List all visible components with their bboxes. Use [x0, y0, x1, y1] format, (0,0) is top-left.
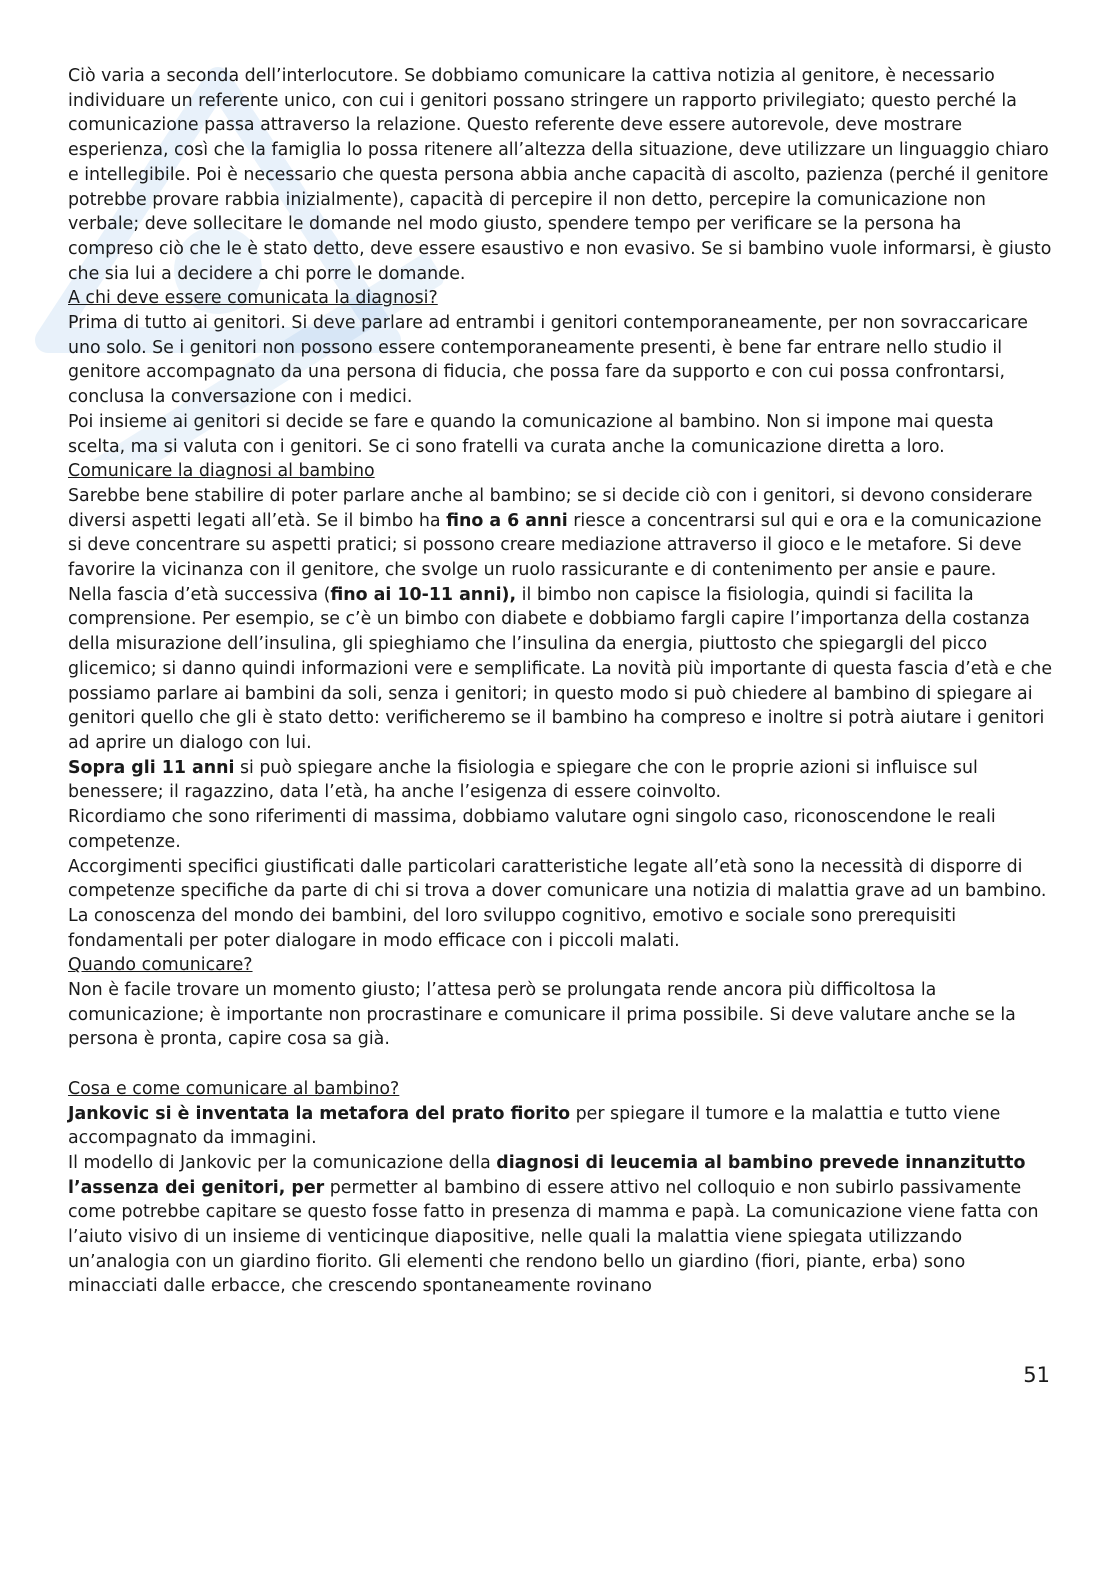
paragraph	[68, 805, 1052, 854]
section-heading	[68, 1077, 1052, 1102]
text-run: il bimbo non capisce la fisiologia, quindi si facilita la comprensione. Per esempio, se c’è un bimbo con diabete e dobbiamo fargli capire l’importanza della costanza della misurazione dell’insulina, gli spieghiamo che l’insulina da energia, piuttosto che spiegargli del picco glicemico; si danno quindi informazioni vere e semplificate. La novità più importante di questa fascia d’età e che possiamo parlare ai bambini da soli, senza i genitori; in questo modo si può chiedere al bambino di spiegare ai genitori quello che gli è stato detto: verificheremo se il bambino ha compreso e inoltre si potrà aiutare i genitori ad aprire un dialogo con lui.	[68, 584, 1053, 753]
text-run: Quando comunicare?	[68, 955, 253, 976]
text-run: Poi insieme ai genitori si decide se fare e quando la comunicazione al bambino. Non si impone mai questa scelta, ma si valuta con i genitori. Se ci sono fratelli va curata anche la comunicazione diretta a loro.	[68, 411, 994, 457]
paragraph	[68, 1102, 1052, 1151]
paragraph	[68, 1151, 1052, 1299]
bold-text: fino a 6 anni	[446, 510, 568, 531]
text-run: A chi deve essere comunicata la diagnosi?	[68, 288, 438, 309]
bold-text: fino ai 10-11 anni),	[330, 584, 517, 605]
section-heading	[68, 286, 1052, 311]
text-run: Il modello di Jankovic per la comunicazione della	[68, 1152, 497, 1173]
paragraph	[68, 410, 1052, 459]
paragraph	[68, 756, 1052, 805]
document-body	[68, 64, 1052, 1299]
text-run: Accorgimenti specifici giustificati dalle particolari caratteristiche legate all’età sono la necessità di disporre di competenze specifiche da parte di chi si trova a dover comunicare una notizia di malattia grave ad un bambino. La conoscenza del mondo dei bambini, del loro sviluppo cognitivo, emotivo e sociale sono prerequisiti fondamentali per poter dialogare in modo efficace con i piccoli malati.	[68, 856, 1047, 951]
text-run: si può spiegare anche la fisiologia e spiegare che con le proprie azioni si influisce sul benessere; il ragazzino, data l’età, ha anche l’esigenza di essere coinvolto.	[68, 757, 978, 803]
text-run: Non è facile trovare un momento giusto; l’attesa però se prolungata rende ancora più difficoltosa la comunicazione; è importante non procrastinare e comunicare il prima possibile. Si deve valutare anche se la persona è pronta, capire cosa sa già.	[68, 980, 1016, 1050]
text-run: per spiegare il tumore e la malattia e tutto viene accompagnato da immagini.	[68, 1103, 1001, 1149]
text-run: Comunicare la diagnosi al bambino	[68, 461, 375, 482]
text-run: Ricordiamo che sono riferimenti di massima, dobbiamo valutare ogni singolo caso, riconoscendone le reali competenze.	[68, 807, 996, 852]
text-run: riesce a concentrarsi sul qui e ora e la comunicazione si deve concentrare su aspetti pratici; si possono creare mediazione attraverso il gioco e le metafore. Si deve favorire la vicinanza con il genitore, che svolge un ruolo rassicurante e di contenimento per ansie e paure.	[68, 510, 1042, 581]
bold-text: Jankovic si è inventata la metafora del prato fiorito	[68, 1103, 571, 1124]
page-number: 51	[1023, 1363, 1050, 1387]
paragraph	[68, 64, 1052, 286]
text-run: Cosa e come comunicare al bambino?	[68, 1078, 400, 1099]
paragraph	[68, 978, 1052, 1052]
paragraph	[68, 484, 1052, 583]
section-heading	[68, 459, 1052, 484]
text-run: permetter al bambino di essere attivo nel colloquio e non subirlo passivamente come potrebbe capitare se questo fosse fatto in presenza di mamma e papà. La comunicazione viene fatta con l’aiuto visivo di un insieme di venticinque diapositive, nelle quali la malattia viene spiegata utilizzando un’analogia con un giardino fiorito. Gli elementi che rendono bello un giardino (fiori, piante, erba) sono minacciati dalle erbacce, che crescendo spontaneamente rovinano	[68, 1177, 1039, 1297]
text-run: Sarebbe bene stabilire di poter parlare anche al bambino; se si decide ciò con i genitori, si devono considerare diversi aspetti legati all’età. Se il bimbo ha	[68, 485, 1033, 531]
bold-text: Sopra gli 11 anni	[68, 757, 235, 778]
blank-line	[68, 1052, 1052, 1077]
paragraph	[68, 855, 1052, 954]
text-run: Nella fascia d’età successiva (	[68, 584, 331, 605]
paragraph	[68, 583, 1052, 756]
text-run: Ciò varia a seconda dell’interlocutore. Se dobbiamo comunicare la cattiva notizia al genitore, è necessario individuare un referente unico, con cui i genitori possano stringere un rapporto privilegiato; questo perché la comunicazione passa attraverso la relazione. Questo referente deve essere autorevole, deve mostrare esperienza, così che la famiglia lo possa ritenere all’altezza della situazione, deve utilizzare un linguaggio chiaro e intellegibile. Poi è necessario che questa persona abbia anche capacità di ascolto, pazienza (perché il genitore potrebbe provare rabbia inizialmente), capacità di percepire il non detto, percepire la comunicazione non verbale; deve sollecitare le domande nel modo giusto, spendere tempo per verificare se la persona ha compreso ciò che le è stato detto, deve essere esaustivo e non evasivo. Se si bambino vuole informarsi, è giusto che sia lui a decidere a chi porre le domande.	[68, 66, 1052, 284]
section-heading	[68, 953, 1052, 978]
paragraph	[68, 311, 1052, 410]
bold-text: diagnosi di leucemia al bambino prevede innanzitutto l’assenza dei genitori, per	[68, 1152, 1026, 1198]
text-run: Prima di tutto ai genitori. Si deve parlare ad entrambi i genitori contemporaneamente, per non sovraccaricare uno solo. Se i genitori non possono essere contemporaneamente presenti, è bene far entrare nello studio il genitore accompagnato da una persona di fiducia, che possa fare da supporto e con cui possa confrontarsi, conclusa la conversazione con i medici.	[68, 313, 1028, 408]
